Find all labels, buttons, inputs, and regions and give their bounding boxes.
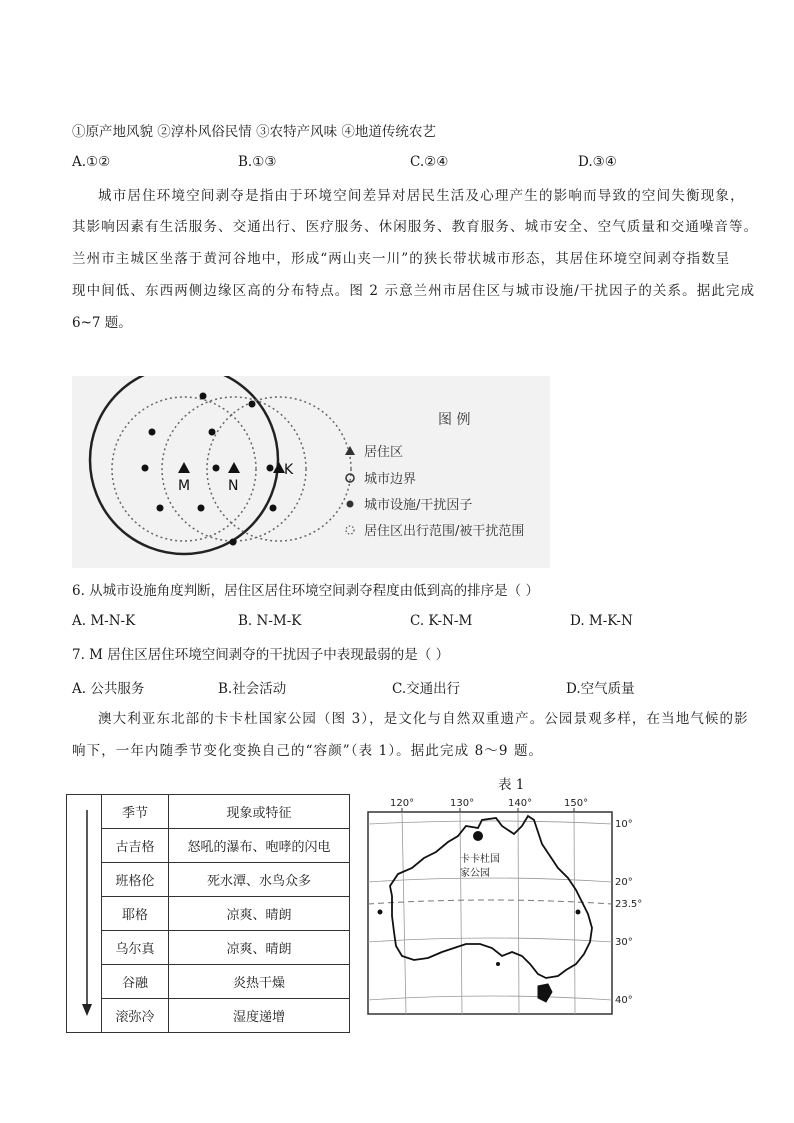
q7-stem: 7. M 居住区居住环境空间剥夺的干扰因子中表现最弱的是（ ） xyxy=(72,647,450,663)
facility-dot xyxy=(249,401,256,408)
lat-label: 10° xyxy=(615,819,633,830)
q6-stem: 6. 从城市设施角度判断，居住区居住环境空间剥夺程度由低到高的排序是（ ） xyxy=(72,583,539,599)
passage2-line-2: 响下，一年内随季节变化变换自己的“容颜”（表 1）。据此完成 8～9 题。 xyxy=(72,743,544,759)
q7-option-b: B.社会活动 xyxy=(218,681,287,697)
lat-label: 40° xyxy=(615,995,633,1006)
season-feature: 炎热干燥 xyxy=(169,965,350,999)
legend-range: 居住区出行范围/被干扰范围 xyxy=(364,524,525,539)
table-1 xyxy=(66,794,350,1033)
facility-dot xyxy=(149,429,156,436)
table1-caption: 表 1 xyxy=(498,777,525,793)
facility-dot xyxy=(267,465,274,472)
passage1-line-5: 6~7 题。 xyxy=(72,315,132,331)
season-feature: 怒吼的瀑布、咆哮的闪电 xyxy=(169,829,350,863)
table-row xyxy=(67,931,350,965)
facility-dot xyxy=(213,465,220,472)
lon-label: 140° xyxy=(508,798,533,809)
passage1-line-2: 其影响因素有生活服务、交通出行、医疗服务、休闲服务、教育服务、城市安全、空气质量和交通噪音等。 xyxy=(72,219,759,235)
down-arrow-icon xyxy=(67,798,101,1029)
season-name: 班格伦 xyxy=(102,863,169,897)
season-name: 谷融 xyxy=(102,965,169,999)
q6-option-b: B. N-M-K xyxy=(238,613,302,629)
q5-option-d: D.③④ xyxy=(578,154,617,170)
table-header-season: 季节 xyxy=(102,795,169,829)
season-feature: 凉爽、晴朗 xyxy=(169,931,350,965)
park-label-line-2: 家公园 xyxy=(460,868,490,879)
q5-option-b: B.①③ xyxy=(238,154,277,170)
table-row xyxy=(67,999,350,1033)
label-k: K xyxy=(284,462,294,478)
table-row xyxy=(67,897,350,931)
label-m: M xyxy=(178,478,191,494)
facility-dot xyxy=(157,505,164,512)
season-feature: 凉爽、晴朗 xyxy=(169,897,350,931)
q6-option-d: D. M-K-N xyxy=(570,613,633,629)
park-label-line-1: 卡卡杜国 xyxy=(460,854,500,865)
map-frame xyxy=(368,812,612,1014)
residential-m-marker xyxy=(178,462,190,473)
facility-dot xyxy=(230,539,237,546)
facility-dot xyxy=(209,429,216,436)
legend-range-icon xyxy=(346,526,354,534)
q7-option-a: A. 公共服务 xyxy=(72,681,145,697)
figure-2-graphic xyxy=(72,376,550,568)
season-feature: 湿度递增 xyxy=(169,999,350,1033)
island xyxy=(496,962,500,966)
legend-residential: 居住区 xyxy=(364,445,404,460)
table-row xyxy=(67,829,350,863)
q5-option-a: A.①② xyxy=(72,154,111,170)
season-feature: 死水潭、水鸟众多 xyxy=(169,863,350,897)
legend-facility-icon xyxy=(347,501,354,508)
table-row xyxy=(67,863,350,897)
label-n: N xyxy=(228,478,239,494)
facility-dot xyxy=(142,465,149,472)
q7-option-c: C.交通出行 xyxy=(392,681,461,697)
island xyxy=(576,910,581,915)
lat-label: 20° xyxy=(615,877,633,888)
facility-dot xyxy=(270,505,277,512)
lat-label: 30° xyxy=(615,937,633,948)
passage1-line-4: 现中间低、东西两侧边缘区高的分布特点。图 2 示意兰州市居住区与城市设施/干扰因子的关系。据此完成 xyxy=(72,283,756,299)
facility-dot xyxy=(200,393,207,400)
q5-option-c: C.②④ xyxy=(410,154,449,170)
season-name: 乌尔真 xyxy=(102,931,169,965)
facility-dot xyxy=(198,505,205,512)
kakadu-park-marker xyxy=(473,831,483,841)
legend-title: 图 例 xyxy=(438,412,471,428)
lon-label: 120° xyxy=(390,798,415,809)
legend-facility: 城市设施/干扰因子 xyxy=(364,498,473,513)
table-row xyxy=(67,795,350,829)
table-row xyxy=(67,965,350,999)
season-arrow-cell xyxy=(67,795,102,1033)
q6-option-a: A. M-N-K xyxy=(72,613,136,629)
figure-3-map xyxy=(362,796,658,1022)
passage1-line-3: 兰州市主城区坐落于黄河谷地中，形成“两山夹一川”的狭长带状城市形态，其居住环境空间剥夺指数呈 xyxy=(72,251,731,267)
lon-label: 130° xyxy=(450,798,475,809)
australia-map xyxy=(362,796,658,1022)
q7-option-d: D.空气质量 xyxy=(566,681,635,697)
island xyxy=(378,910,383,915)
season-name: 耶格 xyxy=(102,897,169,931)
season-name: 古吉格 xyxy=(102,829,169,863)
table-header-feature: 现象或特征 xyxy=(169,795,350,829)
passage2-line-1: 澳大利亚东北部的卡卡杜国家公园（图 3），是文化与自然双重遗产。公园景观多样，在当地气候的影 xyxy=(98,711,749,727)
season-name: 滚弥冷 xyxy=(102,999,169,1033)
lat-label: 23.5° xyxy=(615,899,643,910)
q6-option-c: C. K-N-M xyxy=(410,613,473,629)
lon-label: 150° xyxy=(564,798,589,809)
passage1-line-1: 城市居住环境空间剥夺是指由于环境空间差异对居民生活及心理产生的影响而导致的空间失衡现象， xyxy=(98,188,745,204)
legend-boundary: 城市边界 xyxy=(364,472,417,487)
q5-items: ①原产地风貌 ②淳朴风俗民情 ③农特产风味 ④地道传统农艺 xyxy=(72,124,436,140)
residential-n-marker xyxy=(228,462,240,473)
figure-2 xyxy=(72,376,550,568)
legend-residential-icon xyxy=(345,446,355,455)
